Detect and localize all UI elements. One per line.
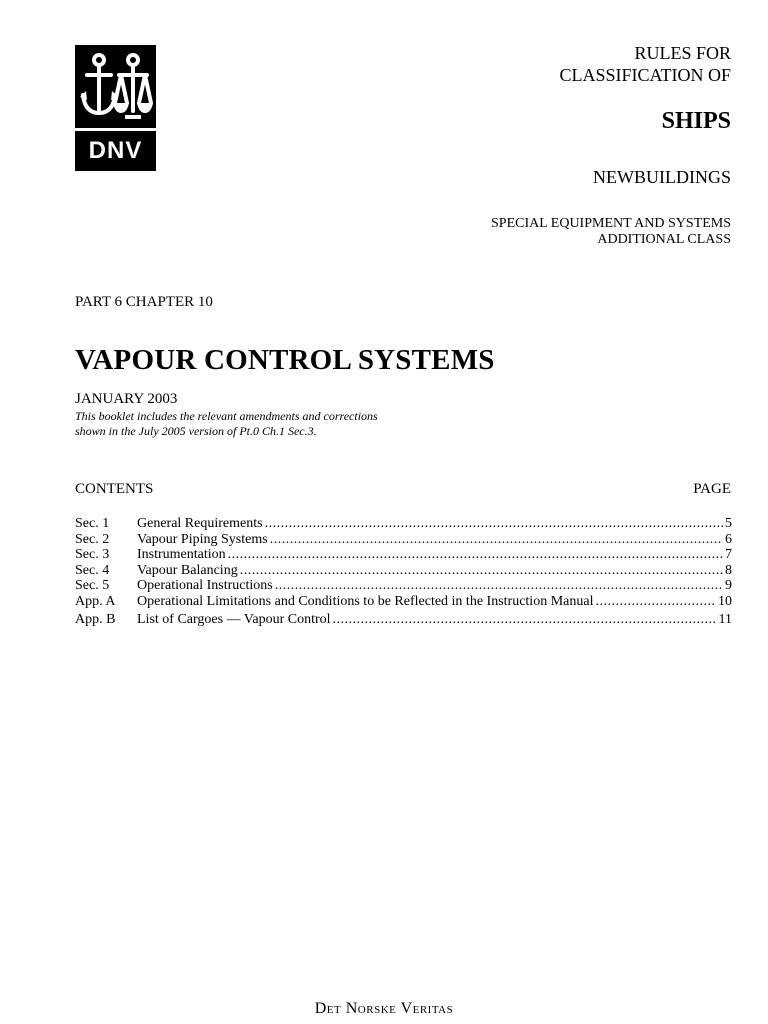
toc-row[interactable] — [75, 516, 732, 532]
amendment-note — [75, 409, 378, 439]
toc-page: 7 — [725, 547, 732, 563]
dnv-logo — [75, 45, 156, 171]
toc-title: Vapour Piping Systems — [137, 531, 268, 547]
special-line-1: SPECIAL EQUIPMENT AND SYSTEMS — [491, 216, 731, 231]
toc-section: Sec. 5 — [75, 578, 110, 594]
newbuildings-heading: NEWBUILDINGS — [593, 167, 731, 187]
toc-leader — [265, 516, 723, 532]
rules-line-2: CLASSIFICATION OF — [559, 65, 731, 85]
document-date: JANUARY 2003 — [75, 391, 178, 407]
toc-leader — [228, 547, 723, 563]
toc-section: App. A — [75, 593, 116, 609]
toc-section: Sec. 2 — [75, 531, 110, 547]
toc-page: 9 — [725, 578, 732, 594]
toc-title: Operational Limitations and Conditions to be Reflected in the Instruction Manual — [137, 593, 594, 609]
toc-title: General Requirements — [137, 516, 263, 531]
toc-row[interactable] — [75, 594, 732, 610]
toc-section: App. B — [75, 611, 116, 627]
toc-row[interactable] — [75, 547, 732, 563]
dnv-logo-text: DNV — [88, 137, 143, 164]
part-chapter: PART 6 CHAPTER 10 — [75, 294, 213, 310]
footer-publisher: Det Norske Veritas — [314, 1000, 454, 1017]
toc-row[interactable] — [75, 578, 732, 594]
table-of-contents — [75, 516, 732, 627]
toc-leader — [270, 532, 723, 548]
toc-title: Operational Instructions — [137, 578, 273, 594]
toc-section: Sec. 1 — [75, 516, 110, 531]
toc-title: Vapour Balancing — [137, 562, 238, 578]
special-heading — [491, 216, 731, 248]
rules-line-1: RULES FOR — [634, 43, 731, 63]
dnv-logo-box — [75, 131, 156, 171]
toc-page: 5 — [725, 516, 732, 531]
toc-title: List of Cargoes — Vapour Control — [137, 611, 331, 627]
toc-leader — [333, 612, 717, 628]
page-heading: PAGE — [693, 481, 731, 497]
toc-leader — [240, 563, 723, 579]
toc-section: Sec. 3 — [75, 547, 110, 563]
toc-page: 6 — [725, 531, 732, 547]
toc-leader — [275, 578, 723, 594]
ships-heading: SHIPS — [661, 108, 731, 134]
document-title: VAPOUR CONTROL SYSTEMS — [75, 344, 495, 376]
anchor-scales-logo-icon — [75, 45, 156, 128]
toc-page: 8 — [725, 562, 732, 578]
contents-heading: CONTENTS — [75, 481, 154, 497]
special-line-2: ADDITIONAL CLASS — [597, 232, 731, 247]
toc-title: Instrumentation — [137, 547, 226, 563]
toc-row[interactable] — [75, 612, 732, 628]
rules-heading — [559, 42, 731, 86]
note-line-1: This booklet includes the relevant amendments and corrections — [75, 409, 378, 423]
toc-row[interactable] — [75, 563, 732, 579]
note-line-2: shown in the July 2005 version of Pt.0 Ch.1 Sec.3. — [75, 424, 317, 438]
toc-leader — [595, 594, 716, 610]
toc-row[interactable] — [75, 532, 732, 548]
toc-page: 10 — [718, 593, 732, 609]
toc-page: 11 — [718, 611, 732, 627]
toc-section: Sec. 4 — [75, 562, 110, 578]
